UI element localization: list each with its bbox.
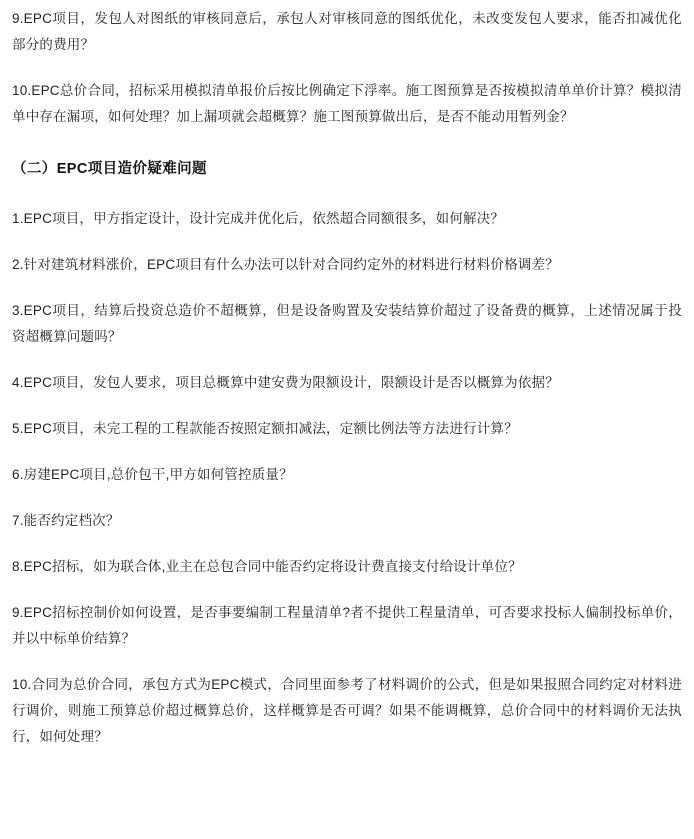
issue-paragraph-7: 7.能否约定档次？ bbox=[12, 513, 120, 528]
issue-paragraph-2: 2.针对建筑材料涨价，EPC项目有什么办法可以针对合同约定外的材料进行材料价格调差？ bbox=[12, 257, 559, 272]
question-paragraph-10: 10.EPC总价合同，招标采用模拟清单报价后按比例确定下浮率。施工图预算是否按模拟清单单价计算？模拟清单中存在漏项，如何处理？加上漏项就会超概算？施工图预算做出后，是否不能动用暂列金？ bbox=[12, 83, 682, 124]
issue-paragraph-10: 10.合同为总价合同，承包方式为EPC模式，合同里面参考了材料调价的公式，但是如果报照合同约定对材料进行调价，则施工预算总价超过概算总价，这样概算是否可调？如果不能调概算，总价合同中的材料调价无法执行，如何处理？ bbox=[12, 677, 682, 744]
issue-paragraph-5: 5.EPC项目，未完工程的工程款能否按照定额扣减法，定额比例法等方法进行计算？ bbox=[12, 421, 518, 436]
issue-paragraph-6: 6.房建EPC项目,总价包干,甲方如何管控质量？ bbox=[12, 467, 293, 482]
issue-paragraph-8: 8.EPC招标，如为联合体,业主在总包合同中能否约定将设计费直接支付给设计单位？ bbox=[12, 559, 522, 574]
issue-paragraph-9: 9.EPC招标控制价如何设置，是否事要编制工程量清单?者不提供工程量清单，可否要求投标人偏制投标单价，并以中标单价结算？ bbox=[12, 605, 682, 646]
section-heading-epc-cost-issues: （二）EPC项目造价疑难问题 bbox=[12, 161, 207, 177]
issue-paragraph-3: 3.EPC项目，结算后投资总造价不超概算，但是设备购置及安装结算价超过了设备费的概算，上述情况属于投资超概算问题吗？ bbox=[12, 303, 682, 344]
issue-paragraph-4: 4.EPC项目，发包人要求，项目总概算中建安费为限额设计，限额设计是否以概算为依据？ bbox=[12, 375, 559, 390]
question-paragraph-9: 9.EPC项目，发包人对图纸的审核同意后，承包人对审核同意的图纸优化，未改变发包人要求，能否扣减优化部分的费用？ bbox=[12, 11, 682, 52]
issue-paragraph-1: 1.EPC项目，甲方指定设计，设计完成并优化后，依然超合同额很多，如何解决？ bbox=[12, 211, 505, 226]
